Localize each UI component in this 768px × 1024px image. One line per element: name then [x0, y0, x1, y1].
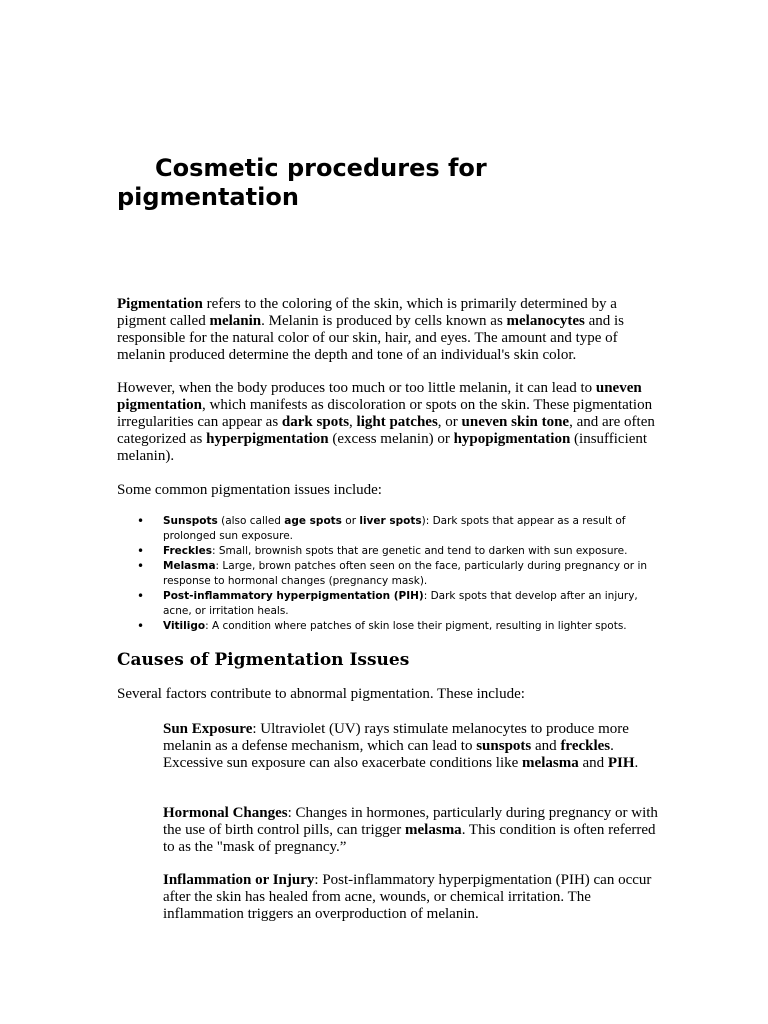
uneven-pigmentation-paragraph [117, 380, 657, 465]
bold-term: melasma [405, 822, 462, 838]
list-item [137, 559, 653, 589]
cause-sun-exposure [163, 721, 658, 772]
page-title: Cosmetic procedures for pigmentation [117, 154, 487, 211]
common-issues-intro: Some common pigmentation issues include: [117, 482, 382, 498]
bold-term: uneven pigmentation [117, 380, 642, 413]
bold-term: freckles [560, 738, 611, 754]
cause-hormonal-changes [163, 805, 658, 856]
text-run: and [531, 738, 561, 754]
bold-term: liver spots [359, 515, 422, 527]
bold-term: Post-inflammatory hyperpigmentation (PIH) [163, 590, 424, 602]
bold-term: Sun Exposure [163, 721, 253, 737]
bold-term: Inflammation or Injury [163, 872, 315, 888]
causes-intro: Several factors contribute to abnormal pigmentation. These include: [117, 686, 525, 702]
text-run: : Post-inflammatory hyperpigmentation (PIH) can occur after the skin has healed from acne, wounds, or chemical irritation. The inflammation triggers an overproduction of melanin. [163, 872, 652, 922]
cause-inflammation-injury [163, 872, 658, 923]
text-run: and is responsible for the natural color of our skin, hair, and eyes. The amount and type of melanin produced determine the depth and tone of an individual's skin color. [117, 313, 625, 363]
text-run: . Excessive sun exposure can also exacerbate conditions like [163, 738, 614, 771]
causes-heading: Causes of Pigmentation Issues [117, 650, 410, 670]
bold-term: Hormonal Changes [163, 805, 288, 821]
text-run: : Small, brownish spots that are genetic and tend to darken with sun exposure. [211, 545, 628, 557]
text-run: , and are often categorized as [117, 414, 655, 447]
pigmentation-issues-list [137, 514, 653, 634]
text-run: : Large, brown patches often seen on the face, particularly during pregnancy or in response to hormonal changes (pregnancy mask). [163, 560, 648, 587]
bold-term: uneven skin tone [461, 414, 570, 430]
bold-term: Vitiligo [163, 620, 206, 632]
bold-term: Freckles [163, 545, 212, 557]
bullet-icon: • [137, 619, 145, 633]
text-run: (also called [217, 515, 285, 527]
bold-term: age spots [284, 515, 342, 527]
bullet-icon: • [137, 589, 145, 603]
text-run: refers to the coloring of the skin, which is primarily determined by a pigment called [117, 296, 617, 329]
text-run: : A condition where patches of skin lose their pigment, resulting in lighter spots. [205, 620, 627, 632]
text-run: . Melanin is produced by cells known as [261, 313, 507, 329]
list-item [137, 589, 653, 619]
bold-term: melanin [209, 313, 262, 329]
bold-term: sunspots [476, 738, 532, 754]
text-run: (excess melanin) or [328, 431, 454, 447]
bold-term: light patches [356, 414, 438, 430]
bold-term: Pigmentation [117, 296, 203, 312]
bold-term: melanocytes [506, 313, 585, 329]
text-run: (insufficient melanin). [117, 431, 648, 464]
text-run: , which manifests as discoloration or spots on the skin. These pigmentation irregularities can appear as [117, 397, 653, 430]
text-run: , [349, 414, 357, 430]
intro-paragraph [117, 296, 657, 364]
text-run: ): Dark spots that appear as a result of prolonged sun exposure. [163, 515, 626, 542]
bold-term: hyperpigmentation [206, 431, 329, 447]
text-run: and [578, 755, 608, 771]
text-run: , or [437, 414, 462, 430]
bold-term: dark spots [281, 414, 350, 430]
bold-term: Sunspots [163, 515, 218, 527]
list-item [137, 619, 653, 634]
text-run: : Ultraviolet (UV) rays stimulate melanocytes to produce more melanin as a defense mechanism, which can lead to [163, 721, 629, 754]
bullet-icon: • [137, 559, 145, 573]
text-run: : Changes in hormones, particularly during pregnancy or with the use of birth control pills, can trigger [163, 805, 658, 838]
list-item [137, 514, 653, 544]
list-item [137, 544, 653, 559]
bold-term: PIH [607, 755, 635, 771]
text-run: or [341, 515, 360, 527]
text-run: . [634, 755, 639, 771]
bold-term: melasma [522, 755, 579, 771]
text-run: : Dark spots that develop after an injury, acne, or irritation heals. [163, 590, 638, 617]
bold-term: hypopigmentation [453, 431, 571, 447]
bullet-icon: • [137, 514, 145, 528]
text-run: However, when the body produces too much or too little melanin, it can lead to [117, 380, 596, 396]
bold-term: Melasma [163, 560, 216, 572]
bullet-icon: • [137, 544, 145, 558]
text-run: . This condition is often referred to as the "mask of pregnancy.” [163, 822, 656, 855]
